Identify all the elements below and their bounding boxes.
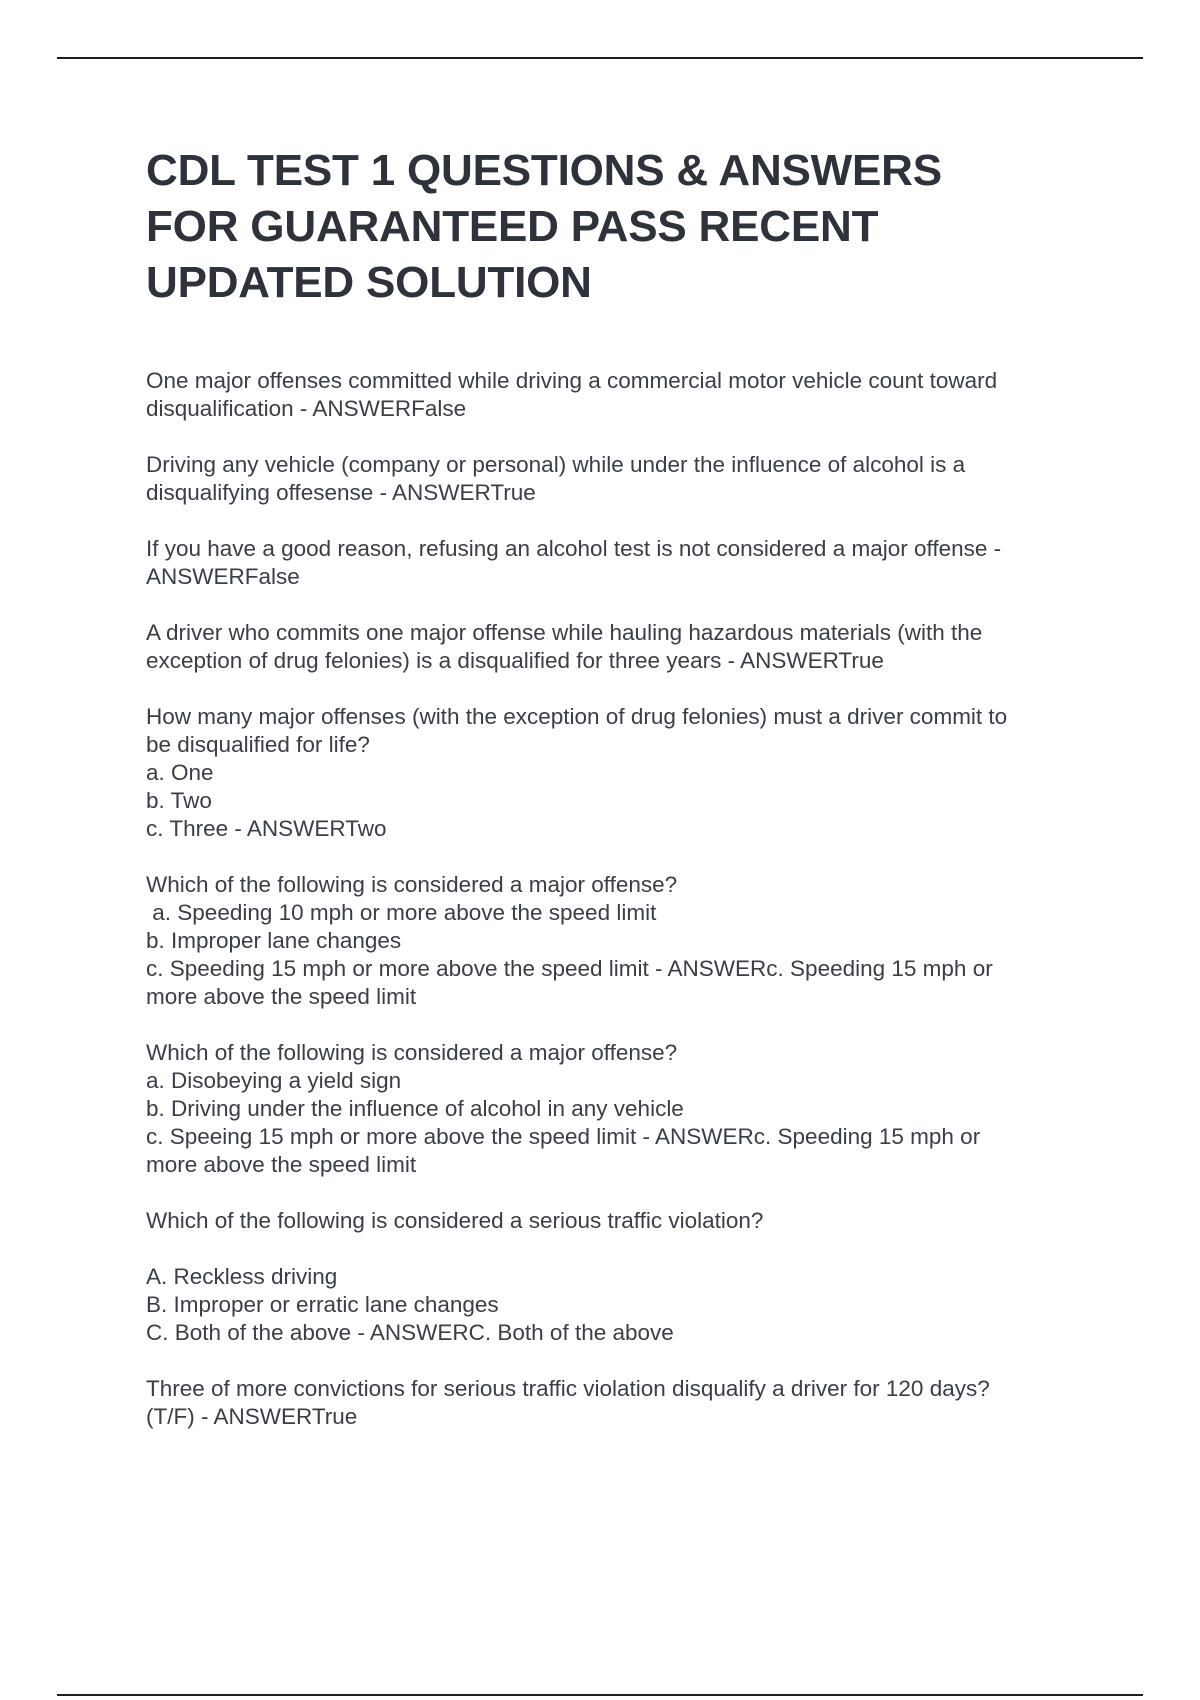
question-item <box>146 451 1086 507</box>
answer-option: B. Improper or erratic lane changes <box>146 1292 499 1317</box>
question-item <box>146 1207 1086 1347</box>
question-item <box>146 871 1086 1011</box>
question-text: exception of drug felonies) is a disqualified for three years - ANSWERTrue <box>146 648 884 673</box>
question-text: Which of the following is considered a major offense? <box>146 872 678 897</box>
answer-option: a. One <box>146 760 214 785</box>
question-text: be disqualified for life? <box>146 732 370 757</box>
question-text: Which of the following is considered a major offense? <box>146 1040 678 1065</box>
question-text: How many major offenses (with the exception of drug felonies) must a driver commit to <box>146 704 1008 729</box>
question-text: ANSWERFalse <box>146 564 300 589</box>
answer-option: a. Disobeying a yield sign <box>146 1068 402 1093</box>
question-text: A driver who commits one major offense while hauling hazardous materials (with the <box>146 620 983 645</box>
question-item <box>146 703 1086 843</box>
answer-option: C. Both of the above - ANSWERC. Both of the above <box>146 1320 674 1345</box>
title-line: FOR GUARANTEED PASS RECENT <box>146 202 879 251</box>
answer-option: c. Three - ANSWERTwo <box>146 816 387 841</box>
question-text: disqualification - ANSWERFalse <box>146 396 467 421</box>
question-text: If you have a good reason, refusing an alcohol test is not considered a major offense - <box>146 536 1002 561</box>
question-text: Three of more convictions for serious traffic violation disqualify a driver for 120 days? <box>146 1376 990 1401</box>
answer-option: c. Speeing 15 mph or more above the speed limit - ANSWERc. Speeding 15 mph or <box>146 1124 981 1149</box>
question-text: One major offenses committed while driving a commercial motor vehicle count toward <box>146 368 998 393</box>
bottom-rule <box>57 1694 1143 1696</box>
answer-option: b. Driving under the influence of alcohol in any vehicle <box>146 1096 684 1121</box>
answer-option: A. Reckless driving <box>146 1264 338 1289</box>
title-line: CDL TEST 1 QUESTIONS & ANSWERS <box>146 146 942 195</box>
question-item <box>146 1375 1086 1431</box>
answer-option: b. Two <box>146 788 212 813</box>
question-list <box>146 367 1086 1459</box>
answer-option: a. Speeding 10 mph or more above the speed limit <box>146 900 657 925</box>
question-text: Driving any vehicle (company or personal) while under the influence of alcohol is a <box>146 452 966 477</box>
question-text: (T/F) - ANSWERTrue <box>146 1404 358 1429</box>
question-item <box>146 1039 1086 1179</box>
answer-option: b. Improper lane changes <box>146 928 402 953</box>
top-rule <box>57 57 1143 59</box>
answer-option: more above the speed limit <box>146 984 417 1009</box>
question-item <box>146 535 1086 591</box>
question-text: disqualifying offesense - ANSWERTrue <box>146 480 536 505</box>
answer-option: more above the speed limit <box>146 1152 417 1177</box>
blank-line <box>146 1235 1086 1263</box>
title-line: UPDATED SOLUTION <box>146 258 592 307</box>
answer-option: c. Speeding 15 mph or more above the speed limit - ANSWERc. Speeding 15 mph or <box>146 956 993 981</box>
question-item <box>146 619 1086 675</box>
page-title <box>146 143 1106 311</box>
question-item <box>146 367 1086 423</box>
question-text: Which of the following is considered a serious traffic violation? <box>146 1208 764 1233</box>
